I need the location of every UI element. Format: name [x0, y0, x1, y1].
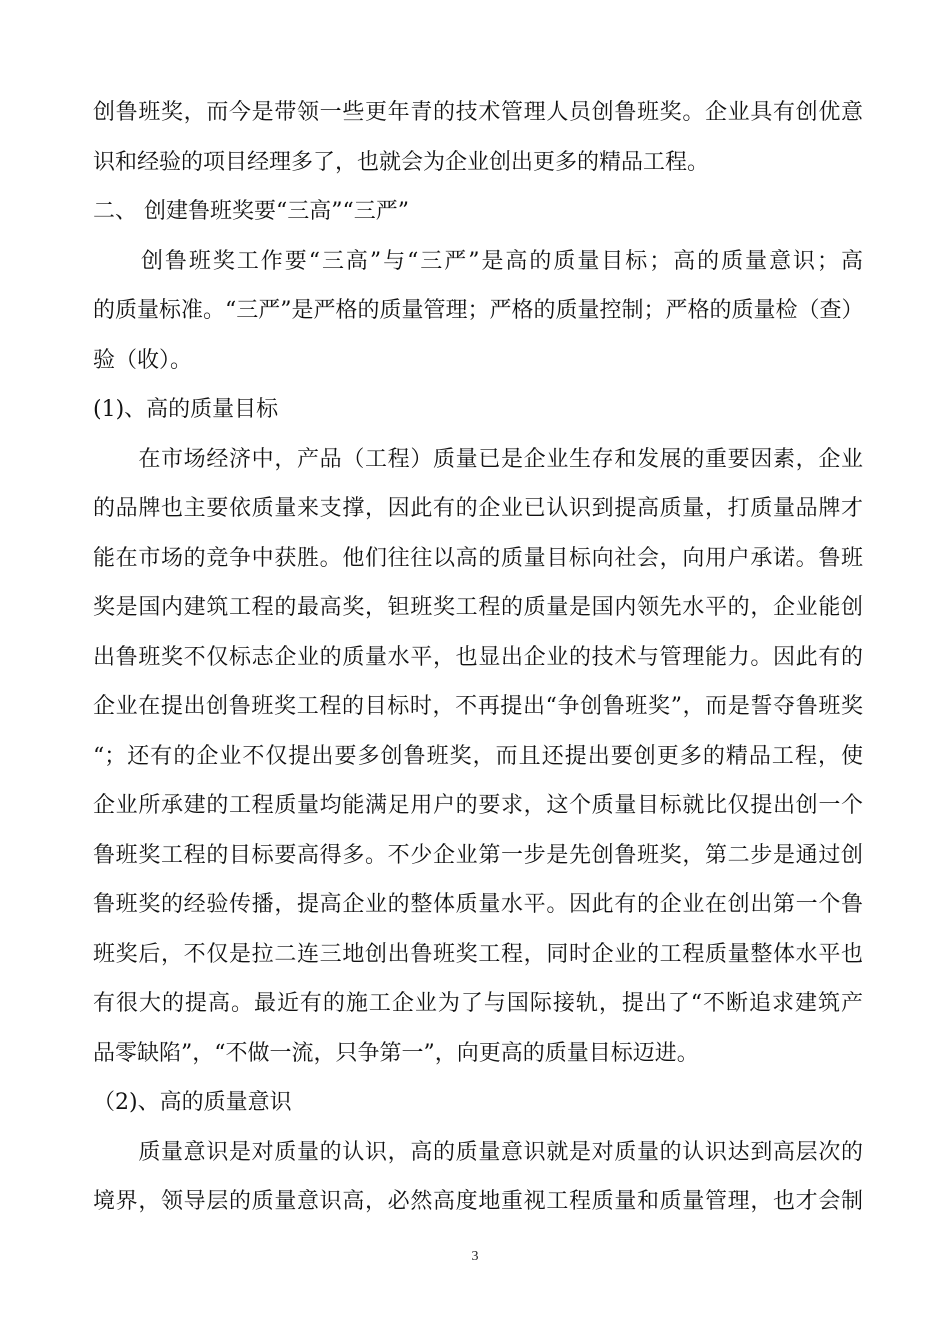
text-line: “；还有的企业不仅提出要多创鲁班奖，而且还提出要创更多的精品工程，使: [93, 743, 863, 769]
text-line: 创鲁班奖工作要“三高”与“三严”是高的质量目标；高的质量意识；高: [93, 248, 863, 274]
text-line: 出鲁班奖不仅标志企业的质量水平，也显出企业的技术与管理能力。因此有的: [93, 644, 863, 670]
text-line: 有很大的提高。最近有的施工企业为了与国际接轨，提出了“不断追求建筑产: [93, 991, 863, 1016]
text-line: 品零缺陷”，“不做一流，只争第一”，向更高的质量目标迈进。: [93, 1040, 699, 1066]
text-line: 企业所承建的工程质量均能满足用户的要求，这个质量目标就比仅提出创一个: [93, 793, 863, 818]
text-line: 能在市场的竞争中获胜。他们往往以高的质量目标向社会，向用户承诺。鲁班: [93, 545, 863, 571]
page-number: 3: [471, 1249, 479, 1264]
text-line: 在市场经济中，产品（工程）质量已是企业生存和发展的重要因素，企业: [93, 446, 863, 472]
text-line: 创鲁班奖，而今是带领一些更年青的技术管理人员创鲁班奖。企业具有创优意: [93, 100, 863, 125]
text-line: 质量意识是对质量的认识，高的质量意识就是对质量的认识达到高层次的: [93, 1139, 863, 1165]
text-line: 奖是国内建筑工程的最高奖，钽班奖工程的质量是国内领先水平的，企业能创: [93, 595, 863, 620]
body-text: [93, 88, 863, 1227]
subsection-heading: (1)、高的质量目标: [93, 397, 279, 422]
subsection-heading: （2)、高的质量意识: [93, 1090, 292, 1115]
text-line: 识和经验的项目经理多了，也就会为企业创出更多的精品工程。: [93, 149, 710, 175]
text-line: 鲁班奖的经验传播，提高企业的整体质量水平。因此有的企业在创出第一个鲁: [93, 892, 863, 917]
text-line: 验（收）。: [93, 347, 193, 373]
text-line: 班奖后，不仅是拉二连三地创出鲁班奖工程，同时企业的工程质量整体水平也: [93, 941, 863, 967]
text-line: 的质量标准。“三严”是严格的质量管理；严格的质量控制；严格的质量检（查）: [93, 298, 863, 323]
text-line: 企业在提出创鲁班奖工程的目标时，不再提出“争创鲁班奖”，而是誓夺鲁班奖: [93, 694, 863, 719]
section-heading: 二、 创建鲁班奖要“三高”“三严”: [93, 199, 409, 224]
text-line: 境界，领导层的质量意识高，必然高度地重视工程质量和质量管理，也才会制: [93, 1189, 863, 1214]
text-line: 的品牌也主要依质量来支撑，因此有的企业已认识到提高质量，打质量品牌才: [93, 496, 863, 521]
text-line: 鲁班奖工程的目标要高得多。不少企业第一步是先创鲁班奖，第二步是通过创: [93, 842, 863, 868]
